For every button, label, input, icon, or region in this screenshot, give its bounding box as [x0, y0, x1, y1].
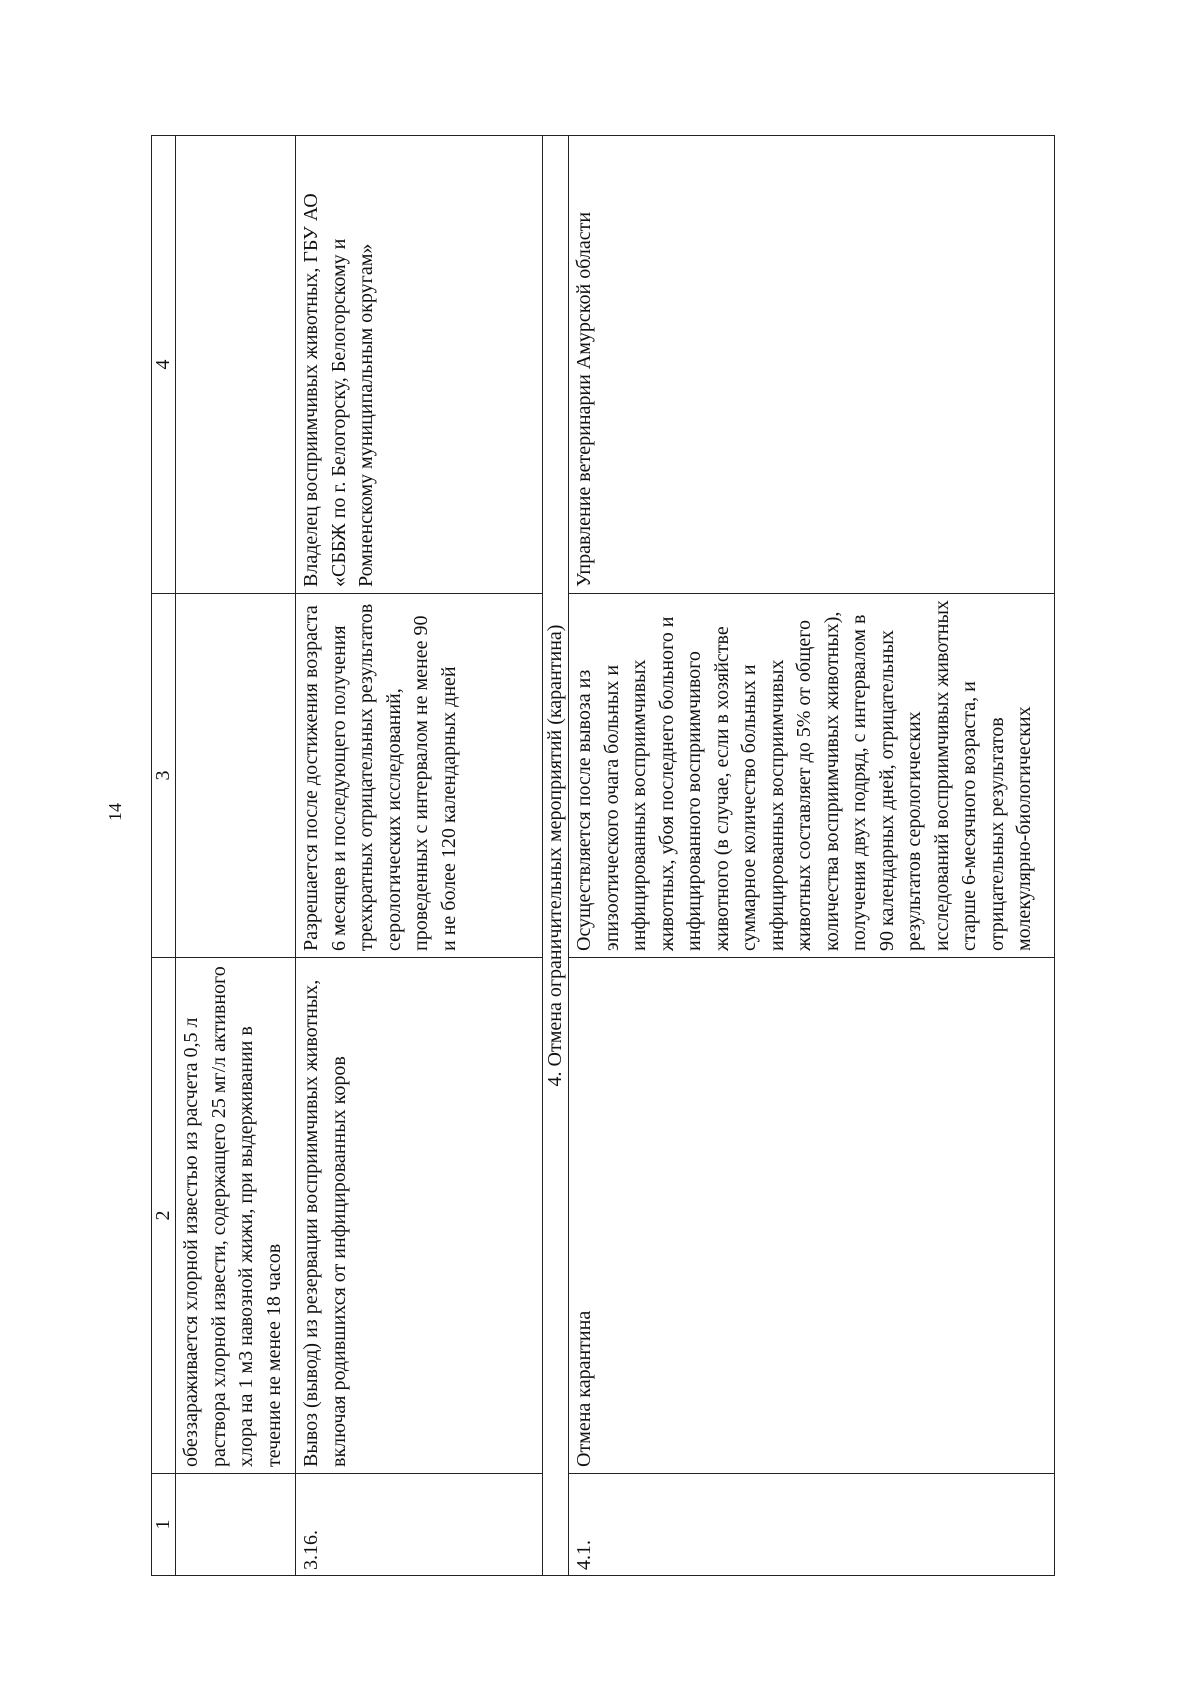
table-row: [176, 136, 296, 1576]
page-number: 14: [105, 803, 125, 821]
section-row: [543, 136, 569, 1576]
header-col-2: 2: [152, 958, 176, 1474]
table-header-row: [152, 136, 176, 1576]
measure-cell: Вывоз (вывод) из резервации восприимчивых животных, включая родившихся от инфицированных коров: [296, 958, 543, 1474]
header-col-4: 4: [152, 136, 176, 594]
table-row: [296, 136, 543, 1576]
measure-cell: Отмена карантина: [569, 958, 1055, 1474]
terms-cell: [176, 594, 296, 958]
responsible-cell: Владелец восприимчивых животных, ГБУ АО «СББЖ по г. Белогорску, Белогорскому и Ромненскому муниципальным округам»: [296, 136, 543, 594]
terms-cell: Разрешается после достижения возраста 6 месяцев и последующего получения трехкратных отрицательных результатов серологических исследований, проведенных с интервалом не менее 90 и не более 120 календарных дней: [296, 594, 543, 958]
responsible-cell: Управление ветеринарии Амурской области: [569, 136, 1055, 594]
measure-cell: обеззараживается хлорной известью из расчета 0,5 л раствора хлорной извести, содержащего 25 мг/л активного хлора на 1 м3 навозной жижи, при выдерживании в течение не менее 18 часов: [176, 958, 296, 1474]
header-col-1: 1: [152, 1474, 176, 1576]
measures-table: [151, 135, 1055, 1576]
section-title: 4. Отмена ограничительных мероприятий (карантина): [543, 136, 569, 1576]
header-col-3: 3: [152, 594, 176, 958]
row-number: 4.1.: [569, 1474, 1055, 1576]
responsible-cell: [176, 136, 296, 594]
terms-cell: Осуществляется после вывоза из эпизоотического очага больных и инфицированных восприимчивых животных, убоя последнего больного и инфицированного восприимчивого животного (в случае, если в хозяйстве суммарное количество больных и инфицированных восприимчивых животных составляет до 5% от общего количества восприимчивых животных), получения двух подряд, с интервалом в 90 календарных дней, отрицательных результатов серологических исследований восприимчивых животных старше 6-месячного возраста, и отрицательных результатов молекулярно-биологических: [569, 594, 1055, 958]
table-row: [569, 136, 1055, 1576]
row-number: [176, 1474, 296, 1576]
row-number: 3.16.: [296, 1474, 543, 1576]
rotated-table-frame: [151, 136, 1054, 1576]
